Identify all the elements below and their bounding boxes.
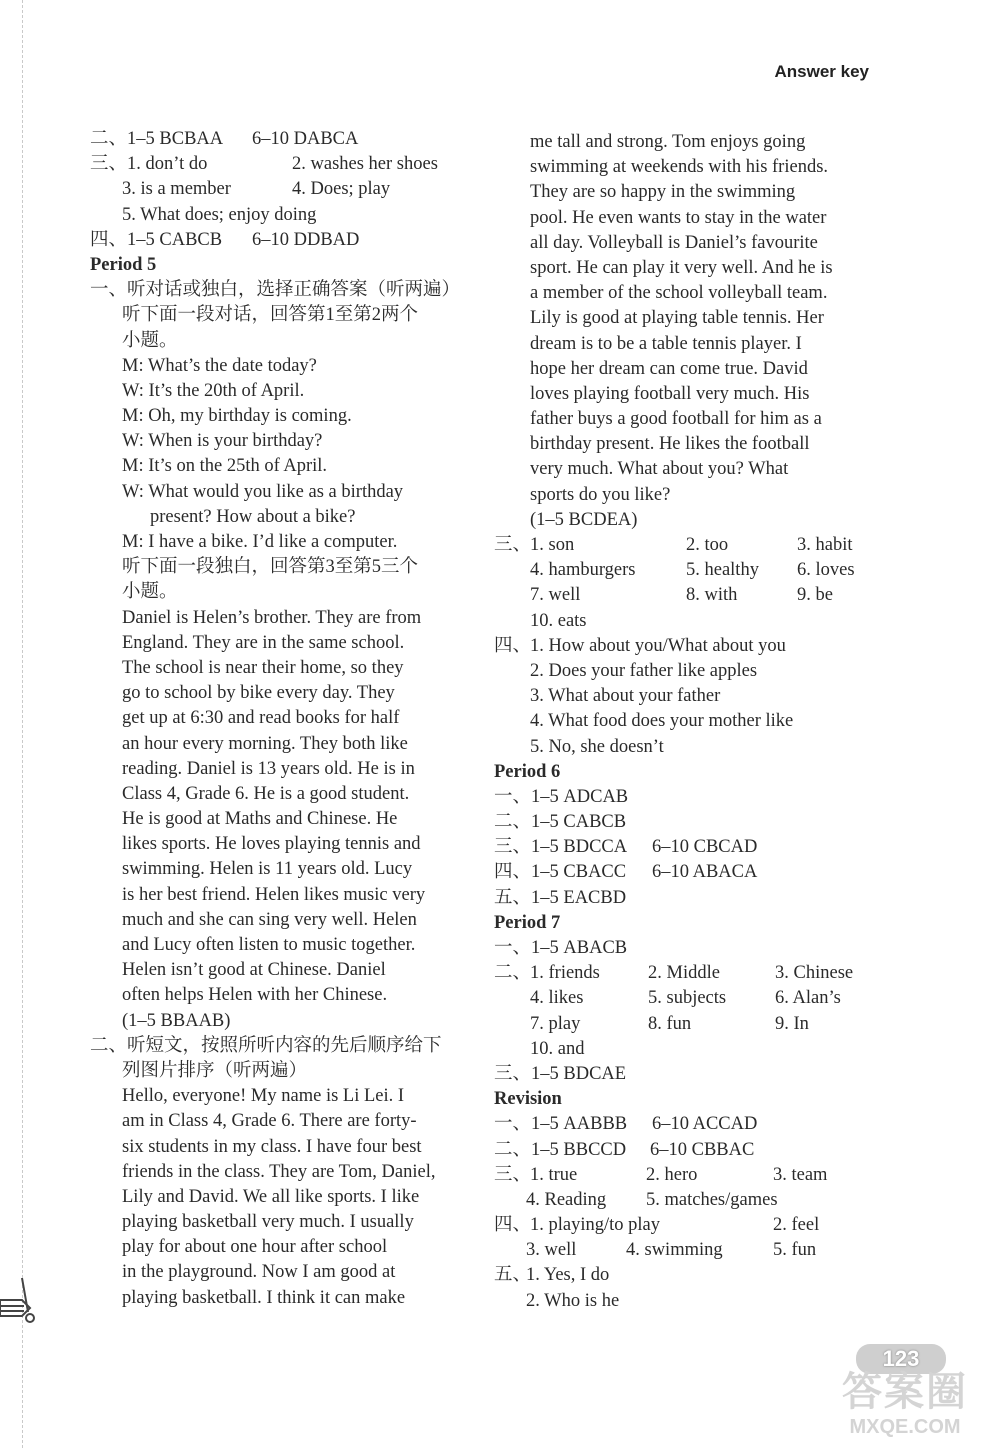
answer-row: 4. What food does your mother like	[530, 711, 794, 732]
page-number: 123	[856, 1344, 946, 1374]
passage-line: loves playing football very much. His	[530, 383, 810, 404]
answer-row: 一、1–5 ABACB	[494, 938, 628, 958]
watermark-logo-text: 答案圈	[842, 1370, 968, 1414]
passage-line: go to school by bike every day. They	[122, 683, 395, 704]
passage-line: Lily is good at playing table tennis. Her	[530, 308, 824, 329]
answer-row: 二、1–5 CABCB	[494, 812, 627, 833]
answer-row: 3. is a member 4. Does; play	[122, 179, 391, 200]
passage-line: all day. Volleyball is Daniel’s favourite	[530, 232, 818, 253]
answer-row: 3. well 4. swimming 5. fun	[526, 1240, 817, 1261]
passage-line: an hour every morning. They both like	[122, 733, 408, 754]
answer-line: (1–5 BBAAB)	[122, 1010, 231, 1031]
passage-line: pool. He even wants to stay in the water	[530, 207, 827, 228]
answer-row: 10. eats	[530, 610, 587, 631]
instruction-line: 听下面一段独白，回答第3至第5三个	[122, 557, 419, 578]
passage-line: He is good at Maths and Chinese. He	[122, 809, 398, 830]
passage-line: a member of the school volleyball team.	[530, 283, 828, 304]
passage-line: hope her dream can come true. David	[530, 358, 808, 379]
answer-row: 四、 1. How about you/What about you	[494, 635, 786, 656]
answer-row: 4. likes 5. subjects 6. Alan’s	[530, 988, 841, 1009]
passage-line: They are so happy in the swimming	[530, 182, 796, 203]
left-column	[90, 127, 480, 1311]
passage-line: get up at 6:30 and read books for half	[122, 708, 400, 729]
passage-line: and Lucy often listen to music together.	[122, 935, 416, 955]
passage-line: birthday present. He likes the football	[530, 434, 810, 455]
dialogue-line: present? How about a bike?	[150, 506, 356, 527]
dialogue-line: W: It’s the 20th of April.	[122, 380, 305, 401]
passage-line: dream is to be a table tennis player. I	[530, 333, 802, 354]
question-title: 二、听短文，按照所听内容的先后顺序给下	[90, 1035, 442, 1056]
dialogue-line: M: It’s on the 25th of April.	[122, 456, 328, 477]
answer-row: 4. hamburgers 5. healthy 6. loves	[530, 560, 855, 581]
right-column	[494, 130, 894, 1314]
answer-row: 二、 1. friends 2. Middle 3. Chinese	[494, 963, 854, 984]
dialogue-line: W: When is your birthday?	[122, 431, 323, 452]
section-title: Period 7	[494, 912, 561, 933]
instruction-line: 小题。	[122, 330, 178, 351]
dialogue-line: M: Oh, my birthday is coming.	[122, 406, 352, 427]
passage-line: six students in my class. I have four best	[122, 1136, 422, 1157]
passage-line: Helen isn’t good at Chinese. Daniel	[122, 960, 386, 981]
dialogue-line: M: What’s the date today?	[122, 355, 317, 376]
watermark-url: MXQE.COM	[849, 1416, 961, 1438]
question-title: 列图片排序（听两遍）	[122, 1060, 308, 1081]
passage-line: am in Class 4, Grade 6. There are forty-	[122, 1111, 417, 1132]
pencil-icon	[0, 1278, 40, 1328]
passage-line: often helps Helen with her Chinese.	[122, 985, 388, 1006]
answer-row: 三、1. don’t do 2. washes her shoes	[90, 154, 438, 175]
answer-row: 2. Who is he	[526, 1290, 620, 1311]
answer-row: 5. What does; enjoy doing	[122, 204, 317, 225]
passage-line: father buys a good football for him as a	[530, 409, 822, 430]
passage-line: swimming. Helen is 11 years old. Lucy	[122, 859, 413, 880]
dialogue-line: W: What would you like as a birthday	[122, 481, 404, 502]
section-title: Period 6	[494, 761, 561, 782]
passage-line: Lily and David. We all like sports. I like	[122, 1186, 420, 1207]
answer-line: (1–5 BCDEA)	[530, 509, 638, 530]
passage-line: play for about one hour after school	[122, 1237, 388, 1258]
passage-line: very much. What about you? What	[530, 459, 789, 480]
passage-line: England. They are in the same school.	[122, 632, 405, 653]
page-edge-line	[22, 0, 23, 1448]
passage-line: much and she can sing very well. Helen	[122, 909, 417, 930]
passage-line: likes sports. He loves playing tennis and	[122, 834, 421, 855]
section-title: Period 5	[90, 254, 157, 275]
answer-row: 五、1–5 EACBD	[494, 887, 627, 908]
answer-row: 三、 1. son 2. too 3. habit	[494, 535, 853, 555]
dialogue-line: M: I have a bike. I’d like a computer.	[122, 532, 398, 552]
section-title: Revision	[494, 1089, 562, 1110]
answer-row: 五、 1. Yes, I do	[494, 1265, 610, 1286]
answer-row: 四、1–5 CBACC 6–10 ABACA	[494, 862, 758, 883]
passage-line: reading. Daniel is 13 years old. He is in	[122, 758, 415, 779]
answer-row: 5. No, she doesn’t	[530, 736, 664, 757]
instruction-line: 听下面一段对话，回答第1至第2两个	[122, 305, 419, 326]
passage-line: in the playground. Now I am good at	[122, 1262, 396, 1283]
answer-row: 2. Does your father like apples	[530, 660, 758, 681]
page-header: Answer key	[774, 62, 869, 81]
passage-line: The school is near their home, so they	[122, 657, 404, 678]
answer-row: 7. well 8. with 9. be	[530, 585, 833, 606]
passage-line: swimming at weekends with his friends.	[530, 157, 829, 178]
passage-line: playing basketball. I think it can make	[122, 1287, 406, 1308]
answer-row: 三、 1. true 2. hero 3. team	[494, 1164, 828, 1185]
answer-row: 二、1–5 BCBAA 6–10 DABCA	[90, 129, 359, 149]
answer-row: 四、1–5 CABCB 6–10 DDBAD	[90, 229, 360, 250]
passage-line: friends in the class. They are Tom, Daniel,	[122, 1161, 436, 1182]
passage-line: sport. He can play it very well. And he is	[530, 257, 833, 278]
answer-row: 7. play 8. fun 9. In	[530, 1013, 809, 1034]
instruction-line: 小题。	[122, 582, 178, 603]
passage-line: is her best friend. Helen likes music very	[122, 884, 426, 905]
watermark	[820, 1368, 990, 1438]
question-title: 一、听对话或独白，选择正确答案（听两遍）	[90, 280, 461, 301]
answer-row: 四、 1. playing/to play 2. feel	[494, 1215, 820, 1236]
passage-line: sports do you like?	[530, 484, 671, 505]
answer-row: 10. and	[530, 1038, 585, 1059]
passage-line: me tall and strong. Tom enjoys going	[530, 132, 806, 152]
passage-line: playing basketball very much. I usually	[122, 1212, 414, 1233]
answer-row: 3. What about your father	[530, 686, 721, 707]
passage-line: Class 4, Grade 6. He is a good student.	[122, 783, 410, 804]
answer-row: 4. Reading 5. matches/games	[526, 1189, 778, 1210]
answer-row: 二、1–5 BBCCD 6–10 CBBAC	[494, 1139, 755, 1160]
answer-row: 三、1–5 BDCAE	[494, 1063, 627, 1084]
answer-row: 一、1–5 ADCAB	[494, 786, 629, 807]
answer-row: 三、1–5 BDCCA 6–10 CBCAD	[494, 837, 758, 858]
answer-row: 一、1–5 AABBB 6–10 ACCAD	[494, 1114, 758, 1135]
passage-line: Daniel is Helen’s brother. They are from	[122, 607, 422, 628]
passage-line: Hello, everyone! My name is Li Lei. I	[122, 1086, 405, 1107]
